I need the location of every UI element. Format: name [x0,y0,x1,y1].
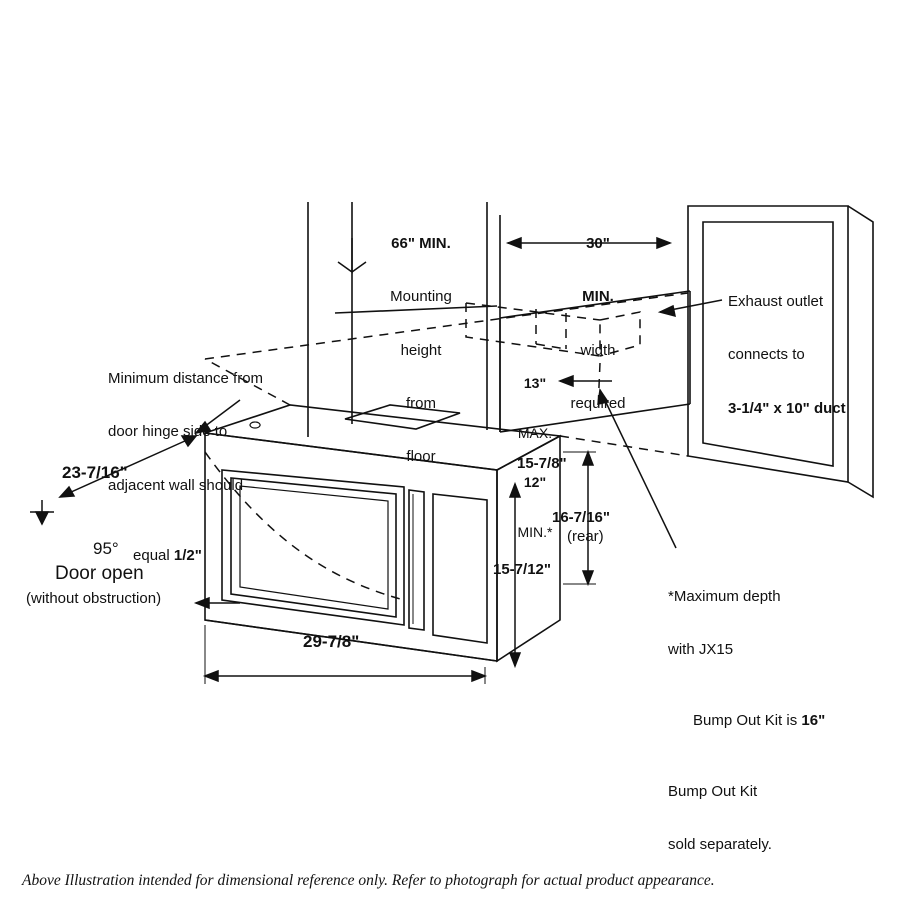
width-required-line3: width [580,341,616,359]
dimension-depth-diagonal: 23-7/16" [62,463,128,482]
door-open-label: Door open [55,563,144,584]
width-required-line1: 30" [586,235,610,253]
mounting-height-line3: height [400,341,442,359]
bump-out-line3-value: 16" [801,712,826,730]
bump-out-line4: Bump Out Kit [668,782,758,800]
bump-out-line2: with JX15 [668,641,734,659]
door-open-angle: 95° [93,539,119,558]
dimension-depth-rear: 16-7/16" [552,509,610,526]
dimension-depth-rear-sub: (rear) [567,528,604,545]
hinge-line4: equal [133,547,174,565]
bump-out-line1: *Maximum depth [668,588,781,606]
hinge-value: 1/2" [173,547,202,565]
dimension-height-side: 15-7/8" [517,455,567,472]
exhaust-line1: Exhaust outlet [728,293,824,311]
bump-out-line3-prefix: Bump Out Kit is [693,712,802,730]
bump-out-kit-annotation [668,553,858,889]
bump-out-line5: sold separately. [668,836,772,853]
mounting-height-line1: 66" MIN. [391,235,451,253]
depth-range-line3: 12" [523,474,547,491]
mounting-height-line2: Mounting [390,288,452,306]
depth-range-line2: MAX. [517,424,553,441]
footer-disclaimer: Above Illustration intended for dimensional reference only. Refer to photograph for actual product appearance. [22,872,715,889]
hinge-line1: Minimum distance from [108,370,264,388]
mounting-height-line5: floor [406,447,436,465]
depth-range-line4: MIN.* [517,523,553,540]
width-required-line4: required [570,394,626,412]
mounting-height-line4: from [406,394,436,412]
exhaust-line2: connects to [728,346,805,364]
bump-out-line3-wrap [668,695,858,748]
exhaust-outlet-annotation [728,258,898,453]
hinge-line3: adjacent wall should [108,476,244,494]
hinge-line2: door hinge side to [108,423,228,441]
mounting-height-annotation [368,200,474,501]
dimension-width-front: 29-7/8" [303,632,360,651]
exhaust-line3: 3-1/4" x 10" duct [728,399,846,417]
depth-range-line1: 13" [523,375,547,392]
door-open-sub: (without obstruction) [26,590,162,607]
dimension-height-front: 15-7/12" [493,561,551,578]
width-required-line2: MIN. [582,288,614,306]
